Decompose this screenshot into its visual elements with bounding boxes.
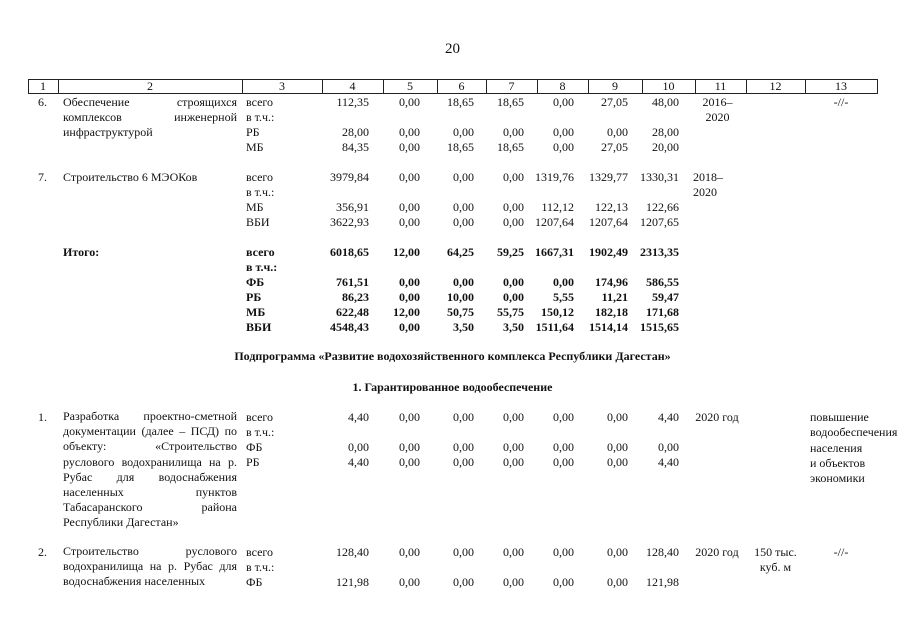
value-cell: 3622,93 xyxy=(330,215,369,229)
value-cell: 0,00 xyxy=(399,95,420,109)
value-cell: 0,00 xyxy=(399,215,420,229)
value-cell: 18,65 xyxy=(447,140,474,154)
value-cell: 0,00 xyxy=(503,215,524,229)
value-cell: 0,00 xyxy=(399,440,420,454)
value-cell: 121,98 xyxy=(646,575,679,589)
value-cell: 0,00 xyxy=(503,275,524,289)
value-cell: 761,51 xyxy=(336,275,369,289)
value-cell: 0,00 xyxy=(453,410,474,424)
col-header: 4 xyxy=(349,79,356,93)
value-cell: 0,00 xyxy=(607,410,628,424)
value-cell: 174,96 xyxy=(595,275,628,289)
col-header: 7 xyxy=(508,79,515,93)
value-cell: 0,00 xyxy=(553,575,574,589)
col-header: 13 xyxy=(835,79,847,93)
col-header: 9 xyxy=(612,79,618,93)
source-label: всего xyxy=(246,245,275,259)
col-header: 6 xyxy=(458,79,465,93)
source-label: в т.ч.: xyxy=(246,425,275,439)
row-number: 1. xyxy=(38,410,47,424)
value-cell: 0,00 xyxy=(399,275,420,289)
row-number: 7. xyxy=(38,170,47,184)
value-cell: 0,00 xyxy=(503,455,524,469)
source-label: ФБ xyxy=(246,575,263,589)
value-cell: 0,00 xyxy=(453,200,474,214)
value-cell: 48,00 xyxy=(652,95,679,109)
source-label: РБ xyxy=(246,125,260,139)
value-cell: 0,00 xyxy=(503,125,524,139)
value-cell: 27,05 xyxy=(601,95,628,109)
value-cell: 55,75 xyxy=(497,305,524,319)
value-cell: 86,23 xyxy=(342,290,369,304)
row-number: 6. xyxy=(38,95,47,109)
col-header: 3 xyxy=(279,79,285,93)
source-label: МБ xyxy=(246,305,266,319)
value-cell: 0,00 xyxy=(607,545,628,559)
value-cell: 12,00 xyxy=(393,245,420,259)
source-label: в т.ч.: xyxy=(246,185,275,199)
value-cell: 0,00 xyxy=(553,410,574,424)
value-cell: 0,00 xyxy=(503,200,524,214)
value-cell: 4,40 xyxy=(348,410,369,424)
value-cell: 0,00 xyxy=(399,170,420,184)
value-cell: 0,00 xyxy=(453,440,474,454)
value-cell: 0,00 xyxy=(453,170,474,184)
value-cell: 150,12 xyxy=(541,305,574,319)
result: повышение водообеспечения населения и объектов экономики xyxy=(810,410,898,486)
col-header: 1 xyxy=(40,79,46,93)
value-cell: 0,00 xyxy=(553,275,574,289)
value-cell: 4,40 xyxy=(658,455,679,469)
value-cell: 0,00 xyxy=(453,275,474,289)
value-cell: 18,65 xyxy=(447,95,474,109)
source-label: всего xyxy=(246,170,274,184)
value-cell: 1902,49 xyxy=(589,245,628,259)
source-label: ВБИ xyxy=(246,215,270,229)
source-label: РБ xyxy=(246,455,260,469)
source-label: всего xyxy=(246,545,274,559)
value-cell: 1207,64 xyxy=(589,215,628,229)
value-cell: 0,00 xyxy=(399,320,420,334)
value-cell: 0,00 xyxy=(553,140,574,154)
value-cell: 59,47 xyxy=(652,290,679,304)
source-label: всего xyxy=(246,95,274,109)
value-cell: 20,00 xyxy=(652,140,679,154)
capacity: 150 тыс. куб. м xyxy=(754,545,797,574)
value-cell: 0,00 xyxy=(553,125,574,139)
source-label: РБ xyxy=(246,290,262,304)
value-cell: 0,00 xyxy=(453,215,474,229)
value-cell: 0,00 xyxy=(503,545,524,559)
value-cell: 0,00 xyxy=(503,440,524,454)
value-cell: 0,00 xyxy=(503,290,524,304)
result: -//- xyxy=(833,95,849,109)
value-cell: 128,40 xyxy=(646,545,679,559)
subprogram-title: Подпрограмма «Развитие водохозяйственного комплекса Республики Дагестан» xyxy=(234,349,671,363)
value-cell: 0,00 xyxy=(399,410,420,424)
value-cell: 0,00 xyxy=(607,440,628,454)
value-cell: 64,25 xyxy=(447,245,474,259)
value-cell: 0,00 xyxy=(553,545,574,559)
source-label: всего xyxy=(246,410,274,424)
value-cell: 586,55 xyxy=(646,275,679,289)
value-cell: 6018,65 xyxy=(330,245,369,259)
value-cell: 2313,35 xyxy=(640,245,679,259)
value-cell: 0,00 xyxy=(348,440,369,454)
value-cell: 122,66 xyxy=(646,200,679,214)
value-cell: 0,00 xyxy=(553,455,574,469)
row-description: Строительство 6 МЭОКов xyxy=(63,170,198,184)
value-cell: 0,00 xyxy=(399,545,420,559)
value-cell: 0,00 xyxy=(607,575,628,589)
row-description: Строительство руслового водохранилища на р. Рубас для водоснабжения населенных xyxy=(63,544,237,589)
value-cell: 122,13 xyxy=(595,200,628,214)
value-cell: 182,18 xyxy=(595,305,628,319)
value-cell: 1207,64 xyxy=(535,215,574,229)
value-cell: 622,48 xyxy=(336,305,369,319)
section-title: 1. Гарантированное водообеспечение xyxy=(352,380,553,394)
value-cell: 1511,64 xyxy=(535,320,574,334)
col-header: 8 xyxy=(559,79,566,93)
col-header: 12 xyxy=(769,79,782,93)
value-cell: 0,00 xyxy=(553,440,574,454)
page-number: 20 xyxy=(445,41,460,57)
value-cell: 0,00 xyxy=(399,575,420,589)
col-header: 2 xyxy=(147,79,153,93)
value-cell: 0,00 xyxy=(503,575,524,589)
source-label: ФБ xyxy=(246,440,263,454)
col-header: 11 xyxy=(714,79,727,93)
value-cell: 11,21 xyxy=(601,290,628,304)
source-label: МБ xyxy=(246,140,264,154)
years: 2016–2020 xyxy=(702,95,733,124)
value-cell: 1667,31 xyxy=(535,245,574,259)
value-cell: 18,65 xyxy=(497,95,524,109)
value-cell: 3979,84 xyxy=(330,170,369,184)
value-cell: 4,40 xyxy=(348,455,369,469)
source-label: в т.ч.: xyxy=(246,110,275,124)
row-description: Обеспечение строящихся комплексов инженерной инфраструктурой xyxy=(63,95,237,140)
value-cell: 1329,77 xyxy=(589,170,628,184)
value-cell: 59,25 xyxy=(497,245,524,259)
value-cell: 171,68 xyxy=(646,305,679,319)
source-label: в т.ч.: xyxy=(246,560,275,574)
value-cell: 0,00 xyxy=(658,440,679,454)
value-cell: 356,91 xyxy=(336,200,369,214)
col-header: 5 xyxy=(407,79,413,93)
value-cell: 0,00 xyxy=(399,125,420,139)
value-cell: 1319,76 xyxy=(535,170,574,184)
source-label: ФБ xyxy=(246,275,265,289)
value-cell: 1330,31 xyxy=(640,170,679,184)
value-cell: 0,00 xyxy=(453,575,474,589)
value-cell: 0,00 xyxy=(503,170,524,184)
value-cell: 1514,14 xyxy=(589,320,628,334)
value-cell: 112,35 xyxy=(336,95,369,109)
source-label: ВБИ xyxy=(246,320,272,334)
result: -//- xyxy=(833,545,849,559)
value-cell: 0,00 xyxy=(399,455,420,469)
value-cell: 84,35 xyxy=(342,140,369,154)
value-cell: 0,00 xyxy=(553,95,574,109)
value-cell: 10,00 xyxy=(447,290,474,304)
value-cell: 1207,65 xyxy=(640,215,679,229)
value-cell: 112,12 xyxy=(541,200,574,214)
row-description: Разработка проектно-сметной документации (далее – ПСД) по объекту: «Строительство руслового водохранилища на р. Рубас для водоснабжения населенных пунктов Табасаранского района Республики Дагестан» xyxy=(63,409,237,530)
value-cell: 3,50 xyxy=(453,320,474,334)
value-cell: 0,00 xyxy=(453,455,474,469)
value-cell: 28,00 xyxy=(342,125,369,139)
value-cell: 28,00 xyxy=(652,125,679,139)
value-cell: 0,00 xyxy=(453,545,474,559)
years: 2020 год xyxy=(695,545,739,559)
total-label: Итого: xyxy=(63,245,100,259)
value-cell: 12,00 xyxy=(393,305,420,319)
value-cell: 50,75 xyxy=(447,305,474,319)
value-cell: 0,00 xyxy=(607,455,628,469)
value-cell: 1515,65 xyxy=(640,320,679,334)
value-cell: 18,65 xyxy=(497,140,524,154)
value-cell: 0,00 xyxy=(503,410,524,424)
value-cell: 4548,43 xyxy=(330,320,369,334)
value-cell: 3,50 xyxy=(503,320,524,334)
value-cell: 0,00 xyxy=(453,125,474,139)
row-number: 2. xyxy=(38,545,47,559)
value-cell: 27,05 xyxy=(601,140,628,154)
years: 2018–2020 xyxy=(693,170,723,199)
value-cell: 4,40 xyxy=(658,410,679,424)
value-cell: 0,00 xyxy=(607,125,628,139)
value-cell: 0,00 xyxy=(399,200,420,214)
source-label: в т.ч.: xyxy=(246,260,278,274)
value-cell: 0,00 xyxy=(399,290,420,304)
value-cell: 5,55 xyxy=(553,290,574,304)
value-cell: 0,00 xyxy=(399,140,420,154)
value-cell: 121,98 xyxy=(336,575,369,589)
years: 2020 год xyxy=(695,410,739,424)
source-label: МБ xyxy=(246,200,264,214)
col-header: 10 xyxy=(662,79,675,93)
value-cell: 128,40 xyxy=(336,545,369,559)
